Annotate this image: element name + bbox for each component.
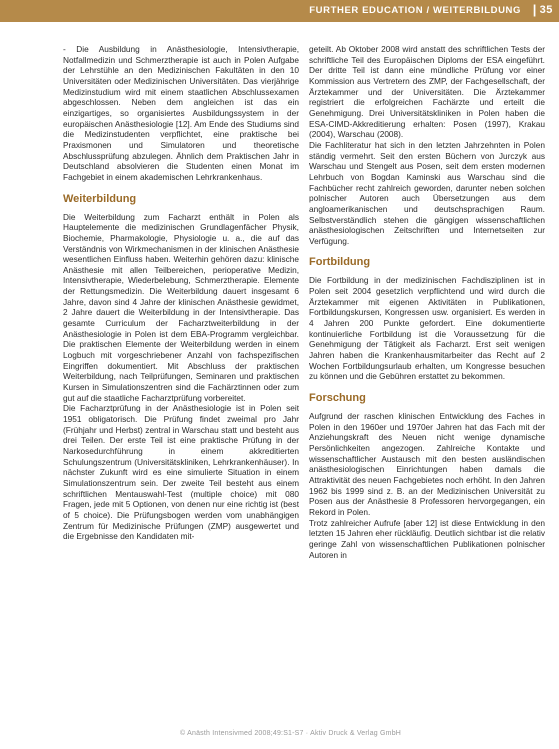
fortbildung-paragraph: Die Fortbildung in der medizinischen Fachdisziplinen ist in Polen seit 2004 gesetzlich verpflichtend und wird durch die Ärztekammer mit eigenen Aktivitäten in Publikationen, Fortbildungskursen, Kongressen usw. organisiert. Es werden in 4 Jahren 200 Punkte gefordert. Eine dokumentierte kontinuierliche Fortbildung ist die Voraussetzung für die Genehmigung der Tätigkeit als Facharzt. Erst seit wenigen Jahren haben die Krankenhausmitarbeiter das Recht auf 2 Wochen Fortbildungsurlaub erhalten, um Kongresse besuchen zu können und die Gebühren erstattet zu bekommen.	[309, 275, 545, 382]
continuation-paragraph: geteilt. Ab Oktober 2008 wird anstatt des schriftlichen Tests der schriftliche Teil des Europäischen Diploms der ESA eingeführt. Der dritte Teil ist dann eine mündliche Prüfung vor einer Kommission aus Vertretern des ZMP, der Fachgesellschaft, der Ärztekammer und der Universitäten. Die Ärztekammer registriert die erfolgreichen Fachärzte und erteilt die Genehmigung. Drei Universitätskliniken in Polen haben die ESA-CIMD-Akkreditierung erhalten: Posen (1997), Krakau (2004), Warschau (2008).	[309, 44, 545, 140]
right-column	[309, 44, 545, 560]
section-title: FURTHER EDUCATION / WEITERBILDUNG	[309, 5, 521, 16]
header-bar	[0, 0, 559, 22]
literature-paragraph: Die Fachliteratur hat sich in den letzten Jahrzehnten in Polen ständig vermehrt. Seit den ersten Büchern von Jurczyk aus Warschau und Stengelt aus Posen, seit dem ersten modernen Lehrbuch von Bogdan Kaminski aus Warschau sind die Fachbücher recht zahlreich geworden, darunter neben solchen polnischer Autoren auch Übersetzungen aus dem angloamerikanischen und deutschsprachigen Raum. Selbstverständlich stehen die gängigen wissenschaftlichen anästhesiologischen Zeitschriften und Internetseiten zur Verfügung.	[309, 139, 545, 246]
heading-fortbildung: Fortbildung	[309, 256, 371, 269]
left-column	[63, 44, 299, 542]
page-footer: © Anästh Intensivmed 2008;49:S1-S7 · Aktiv Druck & Verlag GmbH	[180, 730, 402, 737]
heading-forschung: Forschung	[309, 392, 366, 405]
weiterbildung-paragraph-1: Die Weiterbildung zum Facharzt enthält in Polen als Hauptelemente die medizinischen Grundlagenfächer Physik, Biochemie, Pharmakologie, Physiologie u. a., die auf das Verständnis von Wirkmechanismen in der klinischen Anästhesie wesentlichen Einfluss haben. Weiterhin gehören dazu: klinische Anästhesie mit allen Teilbereichen, perioperative Medizin, Intensivtherapie, Wiederbelebung, Schmerztherapie. Elemente der Rettungsmedizin. Die Weiterbildung dauert insgesamt 6 Jahre, davon sind 4 Jahre der klinischen Anästhesie gewidmet, 2 Jahre dauert die Weiterbildung in der Intensivtherapie. Das gesamte Curriculum der Facharztweiterbildung in der Anästhesiologie in Polen ist dem EBA-Programm vergleichbar. Die praktischen Elemente der Weiterbildung werden in einem Logbuch mit vorgeschriebener Anzahl von fachspezifischen Eingriffen dokumentiert. Mit Abschluss der praktischen Weiterbildung, nach Teilprüfungen, Seminaren und praktischen Kursen in Simulationszentren sind die Fachärztinnen oder zum gut auf die staatliche Facharztprüfung vorbereitet.	[63, 211, 299, 403]
header-separator: |	[532, 2, 537, 17]
heading-weiterbildung: Weiterbildung	[63, 192, 137, 205]
intro-paragraph: - Die Ausbildung in Anästhesiologie, Intensivtherapie, Notfallmedizin und Schmerztherapie ist auch in Polen Aufgabe der Lehrstühle an den Medizinischen Fakultäten in den 10 Universitäten oder Medizinischen Universitäten. Das vierjährige Medizinstudium wird mit einem staatlichen Abschlussexamen abgeschlossen. Neben dem angleichen ist das ein einzigartiges, so organisiertes Ausbildungssystem in der europäischen Anästhesiologie [12]. Am Ende des Studiums sind die Medizinstudenten verpflichtet, eine praktische bei Praxismonen und Simulatoren und theoretische Abschlussprüfung abzulegen. Ähnlich dem Praktischen Jahr in Deutschland absolvieren die Studenten einen Monat im Fachgebiet in einem akademischen Lehrkrankenhaus.	[63, 44, 299, 182]
forschung-paragraph-2: Trotz zahlreicher Aufrufe [aber 12] ist diese Entwicklung in den letzten 15 Jahren eher rückläufig. Deutlich sichtbar ist die relativ geringe Zahl von wissenschaftlichen Publikationen polnischer Autoren in	[309, 517, 545, 560]
weiterbildung-paragraph-2: Die Facharztprüfung in der Anästhesiologie ist in Polen seit 1951 obligatorisch. Die Prüfung findet zweimal pro Jahr (Frühjahr und Herbst) zentral in Warschau statt und besteht aus drei Teilen. Der erste Teil ist eine praktische Prüfung in der Narkosedurchführung in einem akkreditierten Schulungszentrum (Universitätskliniken, Lehrkrankenhäuser). In nächster Zukunft wird es eine simulierte Situation in einem Simulationszentrum sein. Der zweite Teil besteht aus einem schriftlichen Mentauswahl-Test (multiple choice) mit 080 Fragen, jede mit 5 Optionen, von denen nur eine richtig ist (best of 5 choice). Die Prüfungsbogen werden vom unabhängigen Zentrum für Medizinische Prüfungen (ZMP) ausgewertet und die Ergebnisse den Kandidaten mit-	[63, 403, 299, 542]
forschung-paragraph-1: Aufgrund der raschen klinischen Entwicklung des Faches in Polen in den 1960er und 1970er Jahren hat das Fach mit der Anziehungskraft des Neuen nicht wenige dynamische Persönlichkeiten angezogen. Zahlreiche Kontakte und wissenschaftlicher Austausch mit den besten ausländischen anästhesiologischen Einrichtungen haben damals die Attraktivität des neuen Fachgebietes noch erhöht. In den Jahren 1962 bis 1999 sind z. B. an der Medizinischen Universität zu Posen aus der Anästhesie 8 Professoren hervorgegangen, ein Rekord in Polen.	[309, 411, 545, 517]
page-number: 35	[539, 4, 553, 16]
